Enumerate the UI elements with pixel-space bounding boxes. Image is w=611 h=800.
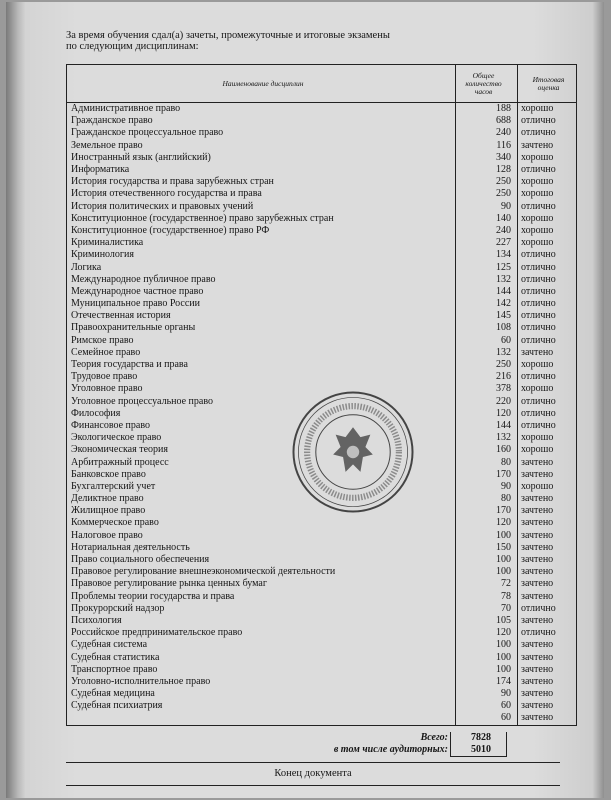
hours-cell: 250 [456, 176, 518, 188]
discipline-name-cell: Судебная статистика [67, 651, 456, 663]
grade-cell: хорошо [518, 481, 577, 493]
grade-cell: зачтено [518, 688, 577, 700]
hours-cell: 142 [456, 298, 518, 310]
hours-cell: 132 [456, 274, 518, 286]
table-row [67, 213, 577, 225]
grade-cell: отлично [518, 603, 577, 615]
grade-cell: отлично [518, 627, 577, 639]
grade-cell: отлично [518, 261, 577, 273]
hours-cell: 90 [456, 688, 518, 700]
discipline-name-cell: Деликтное право [67, 493, 456, 505]
grade-cell: зачтено [518, 542, 577, 554]
discipline-name-cell: Правоохранительные органы [67, 322, 456, 334]
hours-cell: 80 [456, 456, 518, 468]
discipline-name-cell: Нотариальная деятельность [67, 542, 456, 554]
grade-cell: отлично [518, 127, 577, 139]
hours-cell: 174 [456, 676, 518, 688]
grade-cell: отлично [518, 115, 577, 127]
table-row [67, 651, 577, 663]
table-row [67, 688, 577, 700]
grade-cell: отлично [518, 164, 577, 176]
hours-cell: 250 [456, 359, 518, 371]
discipline-name-cell: История политических и правовых учений [67, 201, 456, 213]
discipline-name-cell: Правовое регулирование рынка ценных бумаг [67, 578, 456, 590]
grade-cell: зачтено [518, 700, 577, 712]
hours-cell: 216 [456, 371, 518, 383]
discipline-name-cell: Римское право [67, 335, 456, 347]
header-discipline-name: Наименование дисциплин [67, 65, 456, 103]
grade-cell: хорошо [518, 213, 577, 225]
discipline-name-cell: История отечественного государства и права [67, 188, 456, 200]
official-seal-stamp [291, 390, 415, 514]
discipline-name-cell: Судебная система [67, 639, 456, 651]
table-row [67, 140, 577, 152]
discipline-name-cell: Судебная психиатрия [67, 700, 456, 712]
table-row [67, 615, 577, 627]
table-row [67, 261, 577, 273]
discipline-name-cell: Трудовое право [67, 371, 456, 383]
table-row [67, 127, 577, 139]
table-row [67, 322, 577, 334]
hours-cell: 144 [456, 286, 518, 298]
grade-cell: отлично [518, 335, 577, 347]
discipline-name-cell [67, 712, 456, 725]
discipline-name-cell: Конституционное (государственное) право РФ [67, 225, 456, 237]
discipline-name-cell: Финансовое право [67, 420, 456, 432]
end-of-document: Конец документа [66, 762, 560, 786]
discipline-name-cell: Банковское право [67, 469, 456, 481]
grade-cell: отлично [518, 310, 577, 322]
discipline-name-cell: Психология [67, 615, 456, 627]
table-row [67, 517, 577, 529]
hours-cell: 378 [456, 383, 518, 395]
hours-cell: 100 [456, 554, 518, 566]
document-page [6, 2, 604, 798]
grade-cell: зачтено [518, 578, 577, 590]
hours-cell: 116 [456, 140, 518, 152]
table-row [67, 359, 577, 371]
table-row [67, 188, 577, 200]
discipline-name-cell: Бухгалтерский учет [67, 481, 456, 493]
intro-line-1: За время обучения сдал(а) зачеты, промежуточные и итоговые экзамены [66, 30, 390, 41]
discipline-name-cell: Криминалистика [67, 237, 456, 249]
discipline-name-cell: Транспортное право [67, 664, 456, 676]
grade-cell: отлично [518, 371, 577, 383]
hours-cell: 60 [456, 335, 518, 347]
grade-cell: зачтено [518, 591, 577, 603]
hours-cell: 250 [456, 188, 518, 200]
grade-cell: хорошо [518, 237, 577, 249]
table-row [67, 664, 577, 676]
hours-cell: 100 [456, 566, 518, 578]
grade-cell: зачтено [518, 639, 577, 651]
hours-cell: 72 [456, 578, 518, 590]
discipline-name-cell: Проблемы теории государства и права [67, 591, 456, 603]
grade-cell: хорошо [518, 152, 577, 164]
discipline-name-cell: Семейное право [67, 347, 456, 359]
discipline-name-cell: Гражданское процессуальное право [67, 127, 456, 139]
table-row [67, 115, 577, 127]
discipline-name-cell: Российское предпринимательское право [67, 627, 456, 639]
hours-cell: 145 [456, 310, 518, 322]
table-row [67, 237, 577, 249]
hours-cell: 60 [456, 712, 518, 725]
discipline-name-cell: Криминология [67, 249, 456, 261]
hours-cell: 60 [456, 700, 518, 712]
table-row [67, 542, 577, 554]
table-row [67, 676, 577, 688]
grade-cell: зачтено [518, 566, 577, 578]
grade-cell: зачтено [518, 530, 577, 542]
table-row [67, 603, 577, 615]
discipline-name-cell: Жилищное право [67, 505, 456, 517]
hours-cell: 160 [456, 444, 518, 456]
grade-cell: хорошо [518, 383, 577, 395]
hours-cell: 125 [456, 261, 518, 273]
discipline-name-cell: Налоговое право [67, 530, 456, 542]
discipline-name-cell: Земельное право [67, 140, 456, 152]
discipline-name-cell: Правовое регулирование внешнеэкономической деятельности [67, 566, 456, 578]
header-final-grade: Итоговая оценка [518, 65, 577, 103]
table-row [67, 554, 577, 566]
hours-cell: 108 [456, 322, 518, 334]
discipline-name-cell: Иностранный язык (английский) [67, 152, 456, 164]
discipline-name-cell: Право социального обеспечения [67, 554, 456, 566]
table-row [67, 298, 577, 310]
table-row [67, 176, 577, 188]
hours-cell: 100 [456, 664, 518, 676]
hours-cell: 227 [456, 237, 518, 249]
hours-cell: 132 [456, 432, 518, 444]
auditory-value: 5010 [471, 744, 491, 755]
discipline-name-cell: Арбитражный процесс [67, 456, 456, 468]
grade-cell: отлично [518, 396, 577, 408]
grade-cell: хорошо [518, 188, 577, 200]
hours-cell: 128 [456, 164, 518, 176]
table-row [67, 274, 577, 286]
totals-block [66, 732, 560, 756]
table-row [67, 152, 577, 164]
intro-line-2: по следующим дисциплинам: [66, 41, 199, 52]
grade-cell: зачтено [518, 664, 577, 676]
discipline-name-cell: Административное право [67, 103, 456, 116]
grade-cell: зачтено [518, 140, 577, 152]
table-row [67, 371, 577, 383]
hours-cell: 120 [456, 408, 518, 420]
grade-cell: зачтено [518, 676, 577, 688]
grade-cell: хорошо [518, 432, 577, 444]
table-row [67, 286, 577, 298]
table-row [67, 530, 577, 542]
hours-cell: 100 [456, 639, 518, 651]
hours-cell: 170 [456, 505, 518, 517]
table-row [67, 103, 577, 116]
discipline-name-cell: Конституционное (государственное) право зарубежных стран [67, 213, 456, 225]
hours-cell: 340 [456, 152, 518, 164]
discipline-name-cell: Уголовное право [67, 383, 456, 395]
grade-cell: зачтено [518, 456, 577, 468]
hours-cell: 120 [456, 627, 518, 639]
table-row [67, 335, 577, 347]
discipline-name-cell: Гражданское право [67, 115, 456, 127]
discipline-name-cell: Экономическая теория [67, 444, 456, 456]
hours-cell: 105 [456, 615, 518, 627]
discipline-name-cell: Прокурорский надзор [67, 603, 456, 615]
grade-cell: зачтено [518, 712, 577, 725]
grade-cell: отлично [518, 286, 577, 298]
table-row [67, 591, 577, 603]
hours-cell: 132 [456, 347, 518, 359]
table-row [67, 712, 577, 725]
grade-cell: хорошо [518, 176, 577, 188]
grade-cell: хорошо [518, 225, 577, 237]
grade-cell: отлично [518, 298, 577, 310]
hours-cell: 188 [456, 103, 518, 116]
hours-cell: 100 [456, 530, 518, 542]
table-row [67, 627, 577, 639]
discipline-name-cell: Информатика [67, 164, 456, 176]
total-label: Всего: [420, 732, 448, 743]
grade-cell: отлично [518, 322, 577, 334]
grade-cell: отлично [518, 249, 577, 261]
discipline-name-cell: Отечественная история [67, 310, 456, 322]
discipline-name-cell: Муниципальное право России [67, 298, 456, 310]
discipline-name-cell: Уголовно-исполнительное право [67, 676, 456, 688]
grade-cell: отлично [518, 274, 577, 286]
grade-cell: зачтено [518, 505, 577, 517]
hours-cell: 70 [456, 603, 518, 615]
discipline-name-cell: История государства и права зарубежных стран [67, 176, 456, 188]
discipline-name-cell: Коммерческое право [67, 517, 456, 529]
grade-cell: отлично [518, 201, 577, 213]
grade-cell: зачтено [518, 651, 577, 663]
discipline-name-cell: Теория государства и права [67, 359, 456, 371]
discipline-name-cell: Логика [67, 261, 456, 273]
grade-cell: хорошо [518, 103, 577, 116]
grade-cell: зачтено [518, 615, 577, 627]
table-row [67, 639, 577, 651]
hours-cell: 150 [456, 542, 518, 554]
header-total-hours: Общее количество часов [456, 65, 518, 103]
table-row [67, 310, 577, 322]
hours-cell: 100 [456, 651, 518, 663]
discipline-name-cell: Международное частное право [67, 286, 456, 298]
grade-cell: отлично [518, 420, 577, 432]
auditory-label: в том числе аудиторных: [333, 744, 448, 755]
intro-text [66, 30, 486, 52]
discipline-name-cell: Международное публичное право [67, 274, 456, 286]
scan-right-edge [592, 2, 604, 798]
table-row [67, 700, 577, 712]
hours-cell: 688 [456, 115, 518, 127]
table-row [67, 201, 577, 213]
grade-cell: зачтено [518, 347, 577, 359]
grade-cell: хорошо [518, 444, 577, 456]
hours-cell: 80 [456, 493, 518, 505]
table-row [67, 566, 577, 578]
total-value: 7828 [471, 732, 491, 743]
hours-cell: 240 [456, 225, 518, 237]
table-row [67, 225, 577, 237]
hours-cell: 220 [456, 396, 518, 408]
discipline-name-cell: Судебная медицина [67, 688, 456, 700]
grade-cell: отлично [518, 408, 577, 420]
discipline-name-cell: Экологическое право [67, 432, 456, 444]
grade-cell: зачтено [518, 493, 577, 505]
discipline-name-cell: Уголовное процессуальное право [67, 396, 456, 408]
table-row [67, 249, 577, 261]
hours-cell: 134 [456, 249, 518, 261]
hours-cell: 170 [456, 469, 518, 481]
grade-cell: зачтено [518, 554, 577, 566]
hours-cell: 120 [456, 517, 518, 529]
hours-cell: 144 [456, 420, 518, 432]
discipline-name-cell: Философия [67, 408, 456, 420]
grade-cell: зачтено [518, 517, 577, 529]
hours-cell: 78 [456, 591, 518, 603]
grade-cell: зачтено [518, 469, 577, 481]
scan-left-edge [6, 2, 26, 798]
hours-cell: 140 [456, 213, 518, 225]
table-row [67, 164, 577, 176]
hours-cell: 240 [456, 127, 518, 139]
table-row [67, 578, 577, 590]
table-row [67, 347, 577, 359]
hours-cell: 90 [456, 481, 518, 493]
hours-cell: 90 [456, 201, 518, 213]
grade-cell: хорошо [518, 359, 577, 371]
